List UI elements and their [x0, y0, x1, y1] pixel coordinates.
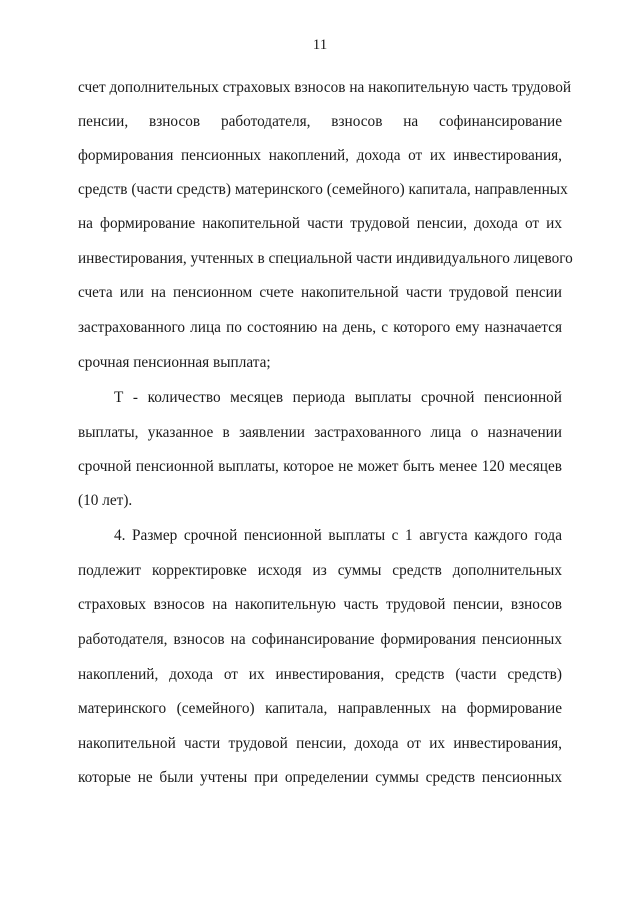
text-line: пенсии, взносов работодателя, взносов на софинансирование [78, 113, 562, 130]
text-line: формирования пенсионных накоплений, дохода от их инвестирования, [78, 147, 562, 164]
paragraph-first-line: 4. Размер срочной пенсионной выплаты с 1 августа каждого года [114, 527, 562, 544]
text-line: срочной пенсионной выплаты, которое не может быть менее 120 месяцев [78, 458, 562, 475]
page-number: 11 [312, 37, 328, 53]
text-line: накопительной части трудовой пенсии, дохода от их инвестирования, [78, 735, 562, 752]
text-line: накоплений, дохода от их инвестирования, средств (части средств) [78, 666, 562, 683]
text-line: выплаты, указанное в заявлении застрахованного лица о назначении [78, 424, 562, 441]
text-line: подлежит корректировке исходя из суммы средств дополнительных [78, 562, 562, 579]
text-line: на формирование накопительной части трудовой пенсии, дохода от их [78, 215, 562, 232]
paragraph-first-line: Т - количество месяцев периода выплаты срочной пенсионной [114, 389, 562, 406]
text-line: инвестирования, учтенных в специальной части индивидуального лицевого [78, 250, 573, 267]
text-line: страховых взносов на накопительную часть трудовой пенсии, взносов [78, 596, 562, 613]
text-line: (10 лет). [78, 492, 133, 509]
text-line: средств (части средств) материнского (семейного) капитала, направленных [78, 181, 568, 198]
text-line: счета или на пенсионном счете накопительной части трудовой пенсии [78, 284, 562, 301]
text-line: работодателя, взносов на софинансирование формирования пенсионных [78, 631, 562, 648]
text-line: счет дополнительных страховых взносов на накопительную часть трудовой [78, 79, 572, 96]
text-line: застрахованного лица по состоянию на день, с которого ему назначается [78, 319, 562, 336]
text-line: которые не были учтены при определении суммы средств пенсионных [78, 769, 562, 786]
text-line: материнского (семейного) капитала, направленных на формирование [78, 700, 562, 717]
text-line: срочная пенсионная выплата; [78, 354, 271, 371]
